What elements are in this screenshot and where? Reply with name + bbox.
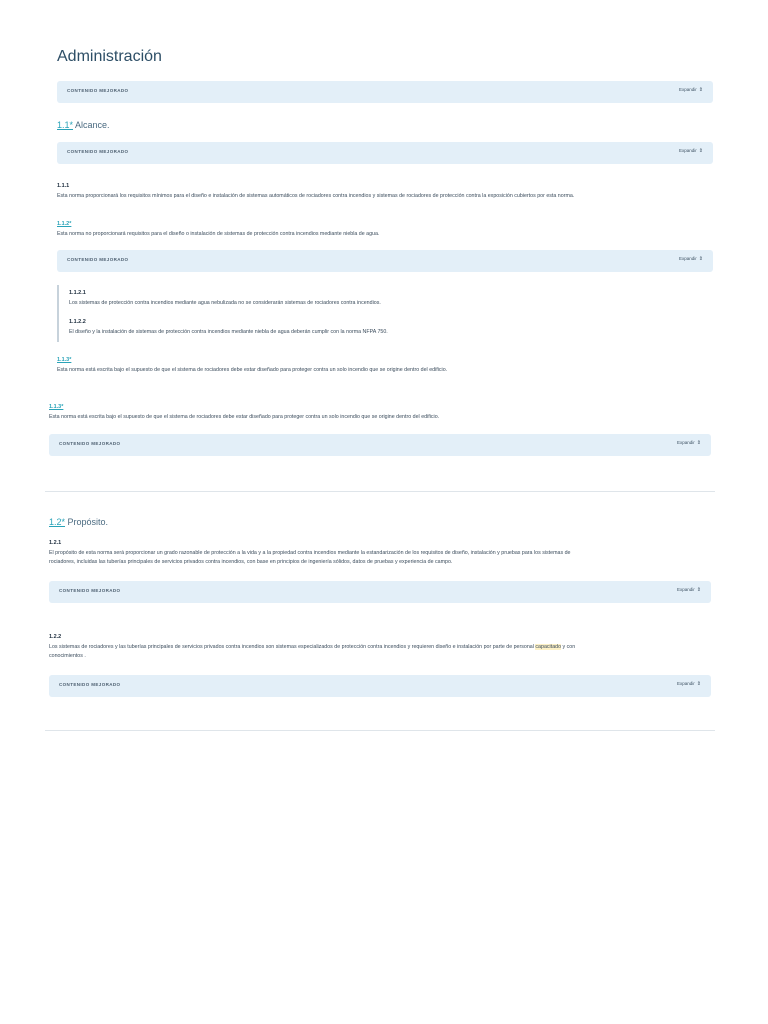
paragraph-number-link[interactable]: 1.1.3*	[57, 357, 72, 363]
enhanced-content-bar	[49, 434, 711, 456]
expand-button[interactable]	[677, 681, 701, 687]
paragraph-number-link[interactable]: 1.1.2*	[57, 221, 72, 227]
paragraph-number: 1.2.1	[49, 540, 62, 546]
enhanced-content-bar	[57, 81, 713, 103]
paragraph-text: Esta norma está escrita bajo el supuesto de que el sistema de rociadores debe estar diseñado para proteger contra un solo incendio que se origine dentro del edificio.	[49, 414, 440, 420]
section-divider	[45, 730, 715, 731]
paragraph-text: Los sistemas de protección contra incendios mediante agua nebulizada no se considerarán sistemas de rociadores contra incendios.	[69, 300, 381, 306]
paragraph-text	[49, 643, 717, 660]
expand-button-label: Expandir	[677, 440, 695, 445]
enhanced-content-bar	[57, 250, 713, 272]
expand-icon: ⇕	[698, 256, 703, 262]
enhanced-content-label: CONTENIDO MEJORADO	[59, 588, 121, 593]
enhanced-content-label: CONTENIDO MEJORADO	[67, 149, 129, 154]
section-heading-1-1	[57, 120, 110, 130]
paragraph-line: rociadores, incluidas las tuberías principales de servicios privados contra incendios, con base en principios de ingeniería sólidos, datos de pruebas y experiencia de campo.	[49, 558, 453, 565]
text-run: y con	[561, 644, 576, 650]
section-title: Alcance.	[75, 120, 110, 130]
section-divider	[45, 491, 715, 492]
enhanced-content-label: CONTENIDO MEJORADO	[59, 682, 121, 687]
paragraph-text	[49, 549, 717, 566]
paragraph-text: Esta norma no proporcionará requisitos para el diseño o instalación de sistemas de protección contra incendios mediante niebla de agua.	[57, 231, 380, 237]
highlighted-term: capacitado	[535, 644, 562, 650]
blockquote-rule	[57, 285, 59, 342]
expand-button-label: Expandir	[679, 87, 697, 92]
section-number-link[interactable]: 1.2*	[49, 517, 66, 527]
enhanced-content-label: CONTENIDO MEJORADO	[67, 88, 129, 93]
text-run: Los sistemas de rociadores y las tuberías principales de servicios privados contra incendios son sistemas especializados de protección contra incendios y requieren diseño e instalación por parte de personal	[49, 644, 536, 650]
paragraph-number: 1.2.2	[49, 634, 62, 640]
expand-button[interactable]	[679, 148, 703, 154]
section-number-link[interactable]: 1.1*	[57, 120, 74, 130]
paragraph-number: 1.1.2.2	[69, 319, 86, 325]
expand-button-label: Expandir	[679, 256, 697, 261]
paragraph-number: 1.1.2.1	[69, 290, 86, 296]
paragraph-line	[49, 643, 717, 652]
expand-button[interactable]	[677, 440, 701, 446]
expand-icon: ⇕	[696, 587, 701, 593]
enhanced-content-bar	[49, 675, 711, 697]
enhanced-content-bar	[49, 581, 711, 603]
expand-button-label: Expandir	[679, 148, 697, 153]
paragraph-text: Esta norma está escrita bajo el supuesto de que el sistema de rociadores debe estar diseñado para proteger contra un solo incendio que se origine dentro del edificio.	[57, 367, 448, 373]
paragraph-text: Esta norma proporcionará los requisitos mínimos para el diseño e instalación de sistemas automáticos de rociadores contra incendios y sistemas de rociadores de protección contra la exposición cubiertos por esta norma.	[57, 193, 575, 199]
paragraph-number: 1.1.1	[57, 183, 70, 189]
expand-icon: ⇕	[698, 87, 703, 93]
paragraph-line: El propósito de esta norma será proporcionar un grado razonable de protección a la vida y a la propiedad contra incendios mediante la estandarización de los requisitos de diseño, instalación y pruebas para los sistemas de	[49, 550, 571, 556]
paragraph-text: El diseño y la instalación de sistemas de protección contra incendios mediante niebla de agua deberán cumplir con la norma NFPA 750.	[69, 329, 388, 335]
expand-button[interactable]	[679, 87, 703, 93]
expand-icon: ⇕	[696, 440, 701, 446]
paragraph-number-link[interactable]: 1.1.3*	[49, 404, 64, 410]
enhanced-content-label: CONTENIDO MEJORADO	[67, 257, 129, 262]
page-title: Administración	[57, 48, 162, 65]
expand-button-label: Expandir	[677, 587, 695, 592]
expand-icon: ⇕	[696, 681, 701, 687]
expand-button[interactable]	[679, 256, 703, 262]
expand-button-label: Expandir	[677, 681, 695, 686]
expand-icon: ⇕	[698, 148, 703, 154]
section-heading-1-2	[49, 517, 108, 527]
enhanced-content-label: CONTENIDO MEJORADO	[59, 441, 121, 446]
enhanced-content-bar	[57, 142, 713, 164]
expand-button[interactable]	[677, 587, 701, 593]
paragraph-line: conocimientos .	[49, 652, 86, 659]
section-title: Propósito.	[67, 517, 109, 527]
